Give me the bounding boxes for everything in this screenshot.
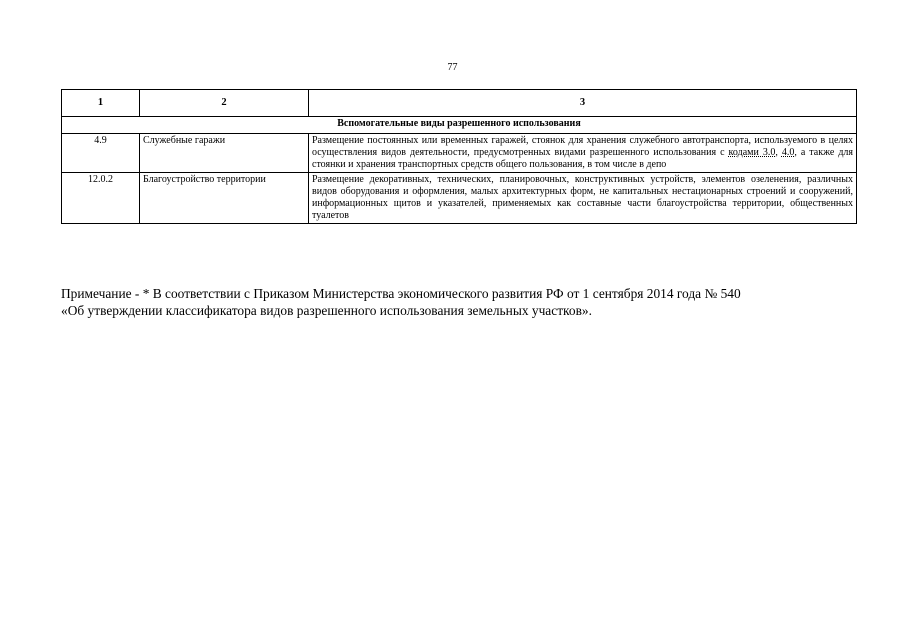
footnote-line-2: «Об утверждении классификатора видов разрешенного использования земельных участков». [61,303,592,318]
footnote-line-1: Примечание - * В соответствии с Приказом Министерства экономического развития РФ от 1 сентября 2014 года № 540 [61,286,741,301]
section-row [62,117,857,134]
code-link-4-0[interactable]: 4.0 [781,147,795,158]
description-separator: , [775,147,782,158]
row-code: 12.0.2 [62,173,140,224]
description-text: Размещение постоянных или временных гаражей, стоянок для хранения служебного автотранспорта, используемого в целях осуществления видов деятельности, предусмотренных видами разрешенного использования с [312,135,853,158]
footnote [61,285,861,319]
description-text-end: , а также для стоянки и хранения транспортных средств общего пользования, в том числе в депо [312,147,853,170]
row-name: Благоустройство территории [140,173,309,224]
row-description: Размещение декоративных, технических, планировочных, конструктивных устройств, элементов озеленения, различных видов оборудования и оформления, малых архитектурных форм, не капитальных нестационарных строений и сооружений, информационных щитов и указателей, применяемых как составные части благоустройства территории, общественных туалетов [309,173,857,224]
column-header-1: 1 [62,90,140,117]
header-row [62,90,857,117]
row-code: 4.9 [62,134,140,173]
row-name: Служебные гаражи [140,134,309,173]
column-header-3: 3 [309,90,857,117]
table-row [62,134,857,173]
page-number: 77 [447,62,458,73]
row-description [309,134,857,173]
table-row [62,173,857,224]
section-title: Вспомогательные виды разрешенного использования [62,117,857,134]
land-use-table [61,89,857,224]
column-header-2: 2 [140,90,309,117]
code-link-3-0[interactable]: кодами 3.0 [728,147,776,158]
